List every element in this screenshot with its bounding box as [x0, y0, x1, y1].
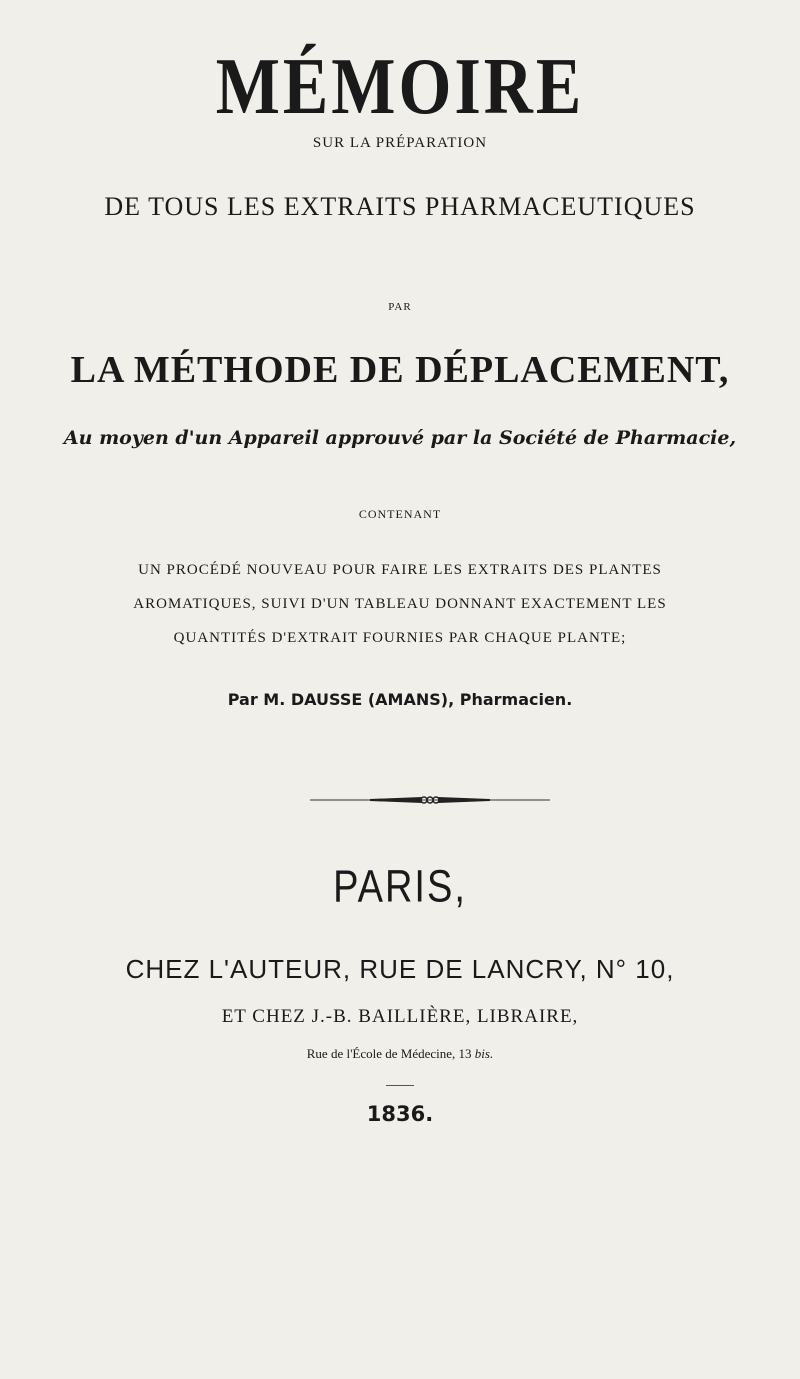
author-line: Par M. DAUSSE (AMANS), Pharmacien. — [227, 690, 573, 709]
address-main: Rue de l'École de Médecine, 13 — [306, 1046, 475, 1061]
address-line — [0, 1046, 800, 1062]
publisher-line-1: CHEZ L'AUTEUR, RUE DE LANCRY, N° 10, — [125, 954, 675, 984]
par-label: PAR — [388, 301, 412, 313]
publication-year: 1836. — [366, 1102, 434, 1126]
description-line-1: UN PROCÉDÉ NOUVEAU POUR FAIRE LES EXTRAITS DES PLANTES — [138, 562, 662, 578]
subtitle-sur: SUR LA PRÉPARATION — [312, 135, 488, 151]
description-line-3: QUANTITÉS D'EXTRAIT FOURNIES PAR CHAQUE PLANTE; — [173, 630, 627, 646]
appareil-line: Au moyen d'un Appareil approuvé par la Société de Pharmacie, — [63, 427, 737, 449]
ornamental-divider — [310, 795, 550, 805]
main-title: MÉMOIRE — [215, 41, 585, 131]
subtitle-de: DE TOUS LES EXTRAITS PHARMACEUTIQUES — [104, 192, 696, 221]
publisher-line-2: ET CHEZ J.-B. BAILLIÈRE, LIBRAIRE, — [221, 1006, 579, 1027]
address-bis: bis. — [474, 1046, 494, 1061]
city-heading: PARIS, — [333, 862, 467, 913]
short-rule — [386, 1085, 414, 1086]
methode-heading: LA MÉTHODE DE DÉPLACEMENT, — [70, 349, 730, 391]
description-line-2: AROMATIQUES, SUIVI D'UN TABLEAU DONNANT EXACTEMENT LES — [133, 596, 667, 612]
contenant-label: CONTENANT — [358, 507, 442, 521]
